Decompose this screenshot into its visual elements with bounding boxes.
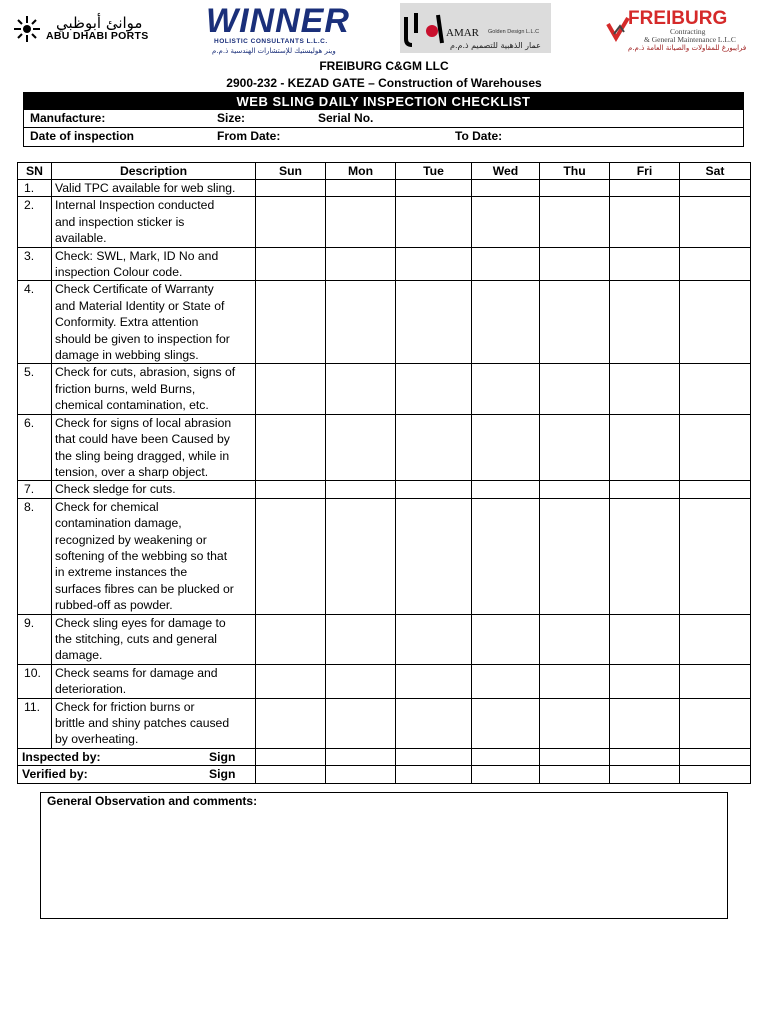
column-header: Sun — [256, 163, 326, 180]
description-line: Internal Inspection conducted — [55, 198, 215, 213]
header-logos — [0, 0, 768, 58]
winner-name: WINNER — [206, 2, 350, 40]
abu-dhabi-ports-logo — [12, 12, 152, 46]
day-check-cell[interactable] — [472, 281, 540, 364]
day-check-cell[interactable] — [326, 364, 396, 414]
freiburg-name: FREIBURG — [628, 8, 728, 29]
sig-cell[interactable] — [326, 748, 396, 765]
verified-by-row — [18, 766, 751, 783]
row-number: 3. — [18, 247, 52, 281]
sig-cell[interactable] — [680, 766, 751, 783]
day-check-cell[interactable] — [396, 414, 472, 481]
day-check-cell[interactable] — [396, 498, 472, 614]
row-number: 10. — [18, 664, 52, 698]
description-line: Check seams for damage and — [55, 665, 218, 680]
day-check-cell[interactable] — [680, 364, 751, 414]
row-number: 11. — [18, 698, 52, 748]
day-check-cell[interactable] — [680, 180, 751, 197]
row-number: 4. — [18, 281, 52, 364]
sig-cell[interactable] — [540, 766, 610, 783]
sig-cell[interactable] — [540, 748, 610, 765]
table-row — [18, 481, 751, 498]
day-check-cell[interactable] — [326, 247, 396, 281]
table-row — [18, 197, 751, 247]
day-check-cell[interactable] — [256, 247, 326, 281]
day-check-cell[interactable] — [610, 247, 680, 281]
day-check-cell[interactable] — [610, 180, 680, 197]
sig-cell[interactable] — [396, 748, 472, 765]
info-row-1 — [24, 110, 743, 128]
day-check-cell[interactable] — [472, 247, 540, 281]
day-check-cell[interactable] — [256, 364, 326, 414]
column-header: Tue — [396, 163, 472, 180]
freiburg-line1: Contracting — [670, 27, 706, 36]
table-row — [18, 698, 751, 748]
day-check-cell[interactable] — [540, 664, 610, 698]
day-check-cell[interactable] — [396, 664, 472, 698]
description-line: available. — [55, 231, 107, 246]
winner-tagline: HOLISTIC CONSULTANTS L.L.C. — [214, 38, 328, 45]
table-row — [18, 614, 751, 664]
general-observation-label: General Observation and comments: — [47, 794, 258, 808]
day-check-cell[interactable] — [256, 614, 326, 664]
column-header: Mon — [326, 163, 396, 180]
description-line: recognized by weakening or — [55, 532, 207, 547]
day-check-cell[interactable] — [540, 614, 610, 664]
day-check-cell[interactable] — [610, 281, 680, 364]
description-line: Check for cuts, abrasion, signs of — [55, 365, 236, 380]
day-check-cell[interactable] — [610, 197, 680, 247]
day-check-cell[interactable] — [680, 197, 751, 247]
inspected-sign-label: Sign — [209, 749, 236, 764]
description-line: contamination damage, — [55, 516, 182, 531]
description-line: tension, over a sharp object. — [55, 464, 209, 479]
table-row — [18, 281, 751, 364]
ports-arabic-name: موانئ أبوظبي — [56, 14, 143, 32]
table-row — [18, 498, 751, 614]
day-check-cell[interactable] — [396, 180, 472, 197]
checklist-title: WEB SLING DAILY INSPECTION CHECKLIST — [23, 92, 744, 110]
day-check-cell[interactable] — [256, 180, 326, 197]
sig-cell[interactable] — [396, 766, 472, 783]
day-check-cell[interactable] — [396, 364, 472, 414]
day-check-cell[interactable] — [540, 498, 610, 614]
inspected-by-row — [18, 748, 751, 765]
description-line: rubbed-off as powder. — [55, 598, 173, 613]
sig-cell[interactable] — [256, 748, 326, 765]
day-check-cell[interactable] — [472, 481, 540, 498]
day-check-cell[interactable] — [610, 614, 680, 664]
day-check-cell[interactable] — [540, 180, 610, 197]
description-line: softening of the webbing so that — [55, 548, 228, 563]
day-check-cell[interactable] — [540, 197, 610, 247]
date-of-inspection-label: Date of inspection — [30, 129, 135, 143]
sig-cell[interactable] — [472, 766, 540, 783]
row-description — [52, 364, 256, 414]
row-description — [52, 698, 256, 748]
day-check-cell[interactable] — [472, 197, 540, 247]
description-line: Check sledge for cuts. — [55, 482, 176, 497]
day-check-cell[interactable] — [256, 698, 326, 748]
row-description — [52, 664, 256, 698]
day-check-cell[interactable] — [326, 197, 396, 247]
table-row — [18, 364, 751, 414]
amar-arabic: عمار الذهبية للتصميم ذ.م.م — [450, 41, 541, 50]
description-line: Valid TPC available for web sling. — [55, 181, 236, 195]
day-check-cell[interactable] — [256, 281, 326, 364]
row-description — [52, 614, 256, 664]
inspection-table — [17, 162, 751, 784]
row-description — [52, 481, 256, 498]
day-check-cell[interactable] — [396, 281, 472, 364]
description-line: brittle and shiny patches caused — [55, 716, 230, 730]
table-row — [18, 414, 751, 481]
table-row — [18, 664, 751, 698]
day-check-cell[interactable] — [610, 498, 680, 614]
day-check-cell[interactable] — [610, 698, 680, 748]
day-check-cell[interactable] — [256, 498, 326, 614]
amar-emblem-icon — [402, 9, 446, 49]
day-check-cell[interactable] — [680, 698, 751, 748]
row-number: 5. — [18, 364, 52, 414]
day-check-cell[interactable] — [472, 180, 540, 197]
description-line: damage. — [55, 648, 103, 663]
column-header: SN — [18, 163, 52, 180]
day-check-cell[interactable] — [472, 414, 540, 481]
sling-info-block — [23, 110, 744, 147]
day-check-cell[interactable] — [610, 664, 680, 698]
verified-by-cell — [18, 766, 256, 783]
description-line: chemical contamination, etc. — [55, 398, 209, 413]
day-check-cell[interactable] — [326, 664, 396, 698]
day-check-cell[interactable] — [326, 698, 396, 748]
ports-emblem-icon — [12, 14, 42, 44]
day-check-cell[interactable] — [326, 481, 396, 498]
day-check-cell[interactable] — [472, 664, 540, 698]
description-line: the stitching, cuts and general — [55, 631, 217, 646]
freiburg-line2: & General Maintenance L.L.C — [644, 35, 736, 44]
row-description — [52, 247, 256, 281]
freiburg-arabic: فرايبورغ للمقاولات والصيانة العامة ذ.م.م — [628, 44, 747, 52]
freiburg-logo — [604, 8, 764, 58]
column-header: Fri — [610, 163, 680, 180]
sig-cell[interactable] — [256, 766, 326, 783]
day-check-cell[interactable] — [396, 197, 472, 247]
row-number: 2. — [18, 197, 52, 247]
from-date-label: From Date: — [217, 129, 281, 143]
description-line: Conformity. Extra attention — [55, 315, 199, 330]
row-number: 1. — [18, 180, 52, 197]
day-check-cell[interactable] — [396, 614, 472, 664]
description-line: deterioration. — [55, 682, 127, 697]
sig-cell[interactable] — [680, 748, 751, 765]
verified-sign-label: Sign — [209, 767, 236, 782]
day-check-cell[interactable] — [540, 247, 610, 281]
day-check-cell[interactable] — [680, 614, 751, 664]
day-check-cell[interactable] — [396, 481, 472, 498]
description-line: in extreme instances the — [55, 565, 188, 580]
row-number: 6. — [18, 414, 52, 481]
table-header-row — [18, 163, 751, 180]
sig-cell[interactable] — [610, 748, 680, 765]
day-check-cell[interactable] — [540, 281, 610, 364]
description-line: and Material Identity or State of — [55, 298, 225, 313]
day-check-cell[interactable] — [680, 664, 751, 698]
sig-cell[interactable] — [610, 766, 680, 783]
day-check-cell[interactable] — [610, 414, 680, 481]
description-line: inspection Colour code. — [55, 265, 183, 280]
general-observation-box[interactable] — [40, 792, 728, 919]
row-description — [52, 197, 256, 247]
project-name: 2900-232 - KEZAD GATE – Construction of Warehouses — [226, 76, 542, 90]
day-check-cell[interactable] — [256, 664, 326, 698]
description-line: the sling being dragged, while in — [55, 448, 230, 463]
day-check-cell[interactable] — [540, 364, 610, 414]
size-label: Size: — [217, 111, 246, 125]
day-check-cell[interactable] — [540, 414, 610, 481]
description-line: by overheating. — [55, 732, 139, 747]
description-line: Check for chemical — [55, 499, 159, 514]
table-row — [18, 247, 751, 281]
ports-english-name: ABU DHABI PORTS — [46, 30, 149, 42]
manufacture-label: Manufacture: — [30, 111, 106, 125]
column-header: Description — [52, 163, 256, 180]
sig-cell[interactable] — [326, 766, 396, 783]
day-check-cell[interactable] — [256, 197, 326, 247]
day-check-cell[interactable] — [680, 247, 751, 281]
row-number: 7. — [18, 481, 52, 498]
row-number: 8. — [18, 498, 52, 614]
to-date-label: To Date: — [455, 129, 503, 143]
day-check-cell[interactable] — [472, 614, 540, 664]
winner-arabic: وينر هوليستيك للإستشارات الهندسية ذ.م.م — [212, 47, 336, 55]
serial-label: Serial No. — [318, 111, 374, 125]
row-description — [52, 180, 256, 197]
day-check-cell[interactable] — [326, 414, 396, 481]
day-check-cell[interactable] — [326, 281, 396, 364]
inspected-by-label: Inspected by: — [22, 749, 101, 764]
description-line: Check sling eyes for damage to — [55, 615, 226, 630]
day-check-cell[interactable] — [326, 614, 396, 664]
column-header: Sat — [680, 163, 751, 180]
day-check-cell[interactable] — [680, 498, 751, 614]
day-check-cell[interactable] — [326, 180, 396, 197]
company-name: FREIBURG C&GM LLC — [319, 59, 449, 73]
day-check-cell[interactable] — [396, 247, 472, 281]
column-header: Wed — [472, 163, 540, 180]
day-check-cell[interactable] — [540, 481, 610, 498]
description-line: surfaces fibres can be plucked or — [55, 581, 234, 596]
amar-logo — [400, 3, 551, 53]
day-check-cell[interactable] — [256, 481, 326, 498]
day-check-cell[interactable] — [680, 414, 751, 481]
description-line: friction burns, weld Burns, — [55, 381, 196, 396]
info-row-2 — [24, 128, 743, 145]
sig-cell[interactable] — [472, 748, 540, 765]
amar-name: AMAR — [446, 27, 480, 39]
verified-by-label: Verified by: — [22, 767, 88, 782]
description-line: Check Certificate of Warranty — [55, 282, 214, 297]
winner-logo — [206, 2, 350, 56]
description-line: that could have been Caused by — [55, 432, 230, 447]
day-check-cell[interactable] — [680, 481, 751, 498]
day-check-cell[interactable] — [610, 481, 680, 498]
column-header: Thu — [540, 163, 610, 180]
table-row — [18, 180, 751, 197]
row-description — [52, 281, 256, 364]
day-check-cell[interactable] — [680, 281, 751, 364]
day-check-cell[interactable] — [472, 698, 540, 748]
row-number: 9. — [18, 614, 52, 664]
inspected-by-cell — [18, 748, 256, 765]
description-line: damage in webbing slings. — [55, 348, 199, 363]
day-check-cell[interactable] — [396, 698, 472, 748]
description-line: should be given to inspection for — [55, 331, 230, 346]
day-check-cell[interactable] — [472, 364, 540, 414]
description-line: Check: SWL, Mark, ID No and — [55, 248, 219, 263]
description-line: and inspection sticker is — [55, 214, 185, 229]
day-check-cell[interactable] — [256, 414, 326, 481]
day-check-cell[interactable] — [472, 498, 540, 614]
amar-tagline: Golden Design L.L.C — [488, 29, 540, 35]
description-line: Check for friction burns or — [55, 699, 195, 714]
day-check-cell[interactable] — [610, 364, 680, 414]
description-line: Check for signs of local abrasion — [55, 415, 232, 430]
row-description — [52, 414, 256, 481]
day-check-cell[interactable] — [326, 498, 396, 614]
row-description — [52, 498, 256, 614]
day-check-cell[interactable] — [540, 698, 610, 748]
